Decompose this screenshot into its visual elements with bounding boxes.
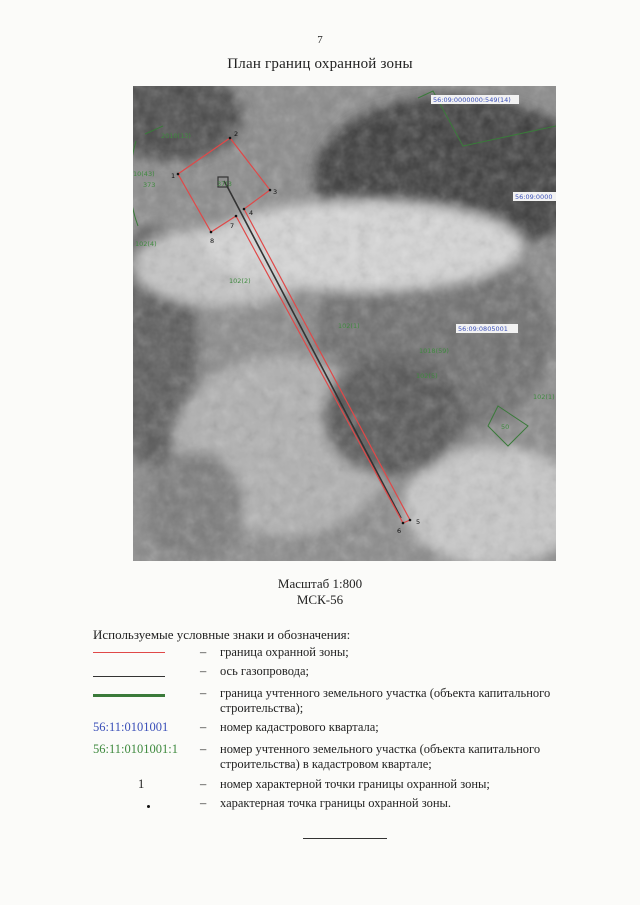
point-label: 2 [234,130,239,138]
legend-dash: – [200,645,207,659]
legend-dash: – [200,777,207,791]
closing-rule [303,838,387,839]
point-number-sample: 1 [138,777,145,791]
parcel-number: 2010(13) [161,132,191,140]
page-number: 7 [317,34,323,46]
legend-description: граница учтенного земельного участка (объекта капитального строительства); [220,686,551,715]
quarter-number: 56:09:0000 [515,193,553,201]
parcel-number: 102(1) [338,322,360,330]
parcel-border-symbol [93,694,165,697]
scale-text: Масштаб 1:800 [277,576,363,591]
quarter-number: 56:09:0805001 [458,325,508,333]
legend-dash: – [200,664,207,678]
parcel-number: 1018(59) [419,347,449,355]
legend-description: ось газопровода; [220,664,310,678]
legend-description: номер кадастрового квартала; [220,720,379,734]
point-label: 3 [273,188,278,196]
page-title: План границ охранной зоны [227,56,413,72]
parcel-number: 10(43) [133,170,155,178]
scale-block [0,576,640,608]
point-label: 7 [230,222,235,230]
parcel-number-sample: 56:11:0101001:1 [93,742,178,756]
point-label: 6 [397,527,402,535]
legend-dash: – [200,742,207,756]
parcel-number: 37(3 [217,180,232,188]
parcel-number: 102(5) [416,372,438,380]
point-label: 5 [416,518,421,526]
boundary-map [133,86,556,561]
pipeline-axis-symbol [93,676,165,677]
point-label: 4 [249,209,254,217]
zone-border-symbol [93,652,165,653]
point-label: 8 [210,237,215,245]
parcel-number: 102(1) [533,393,555,401]
quarter-number-sample: 56:11:0101001 [93,720,169,734]
coordinate-system: МСК-56 [296,592,344,607]
parcel-number: 102(2) [229,277,251,285]
point-label: 1 [171,172,176,180]
legend-dash: – [200,720,207,734]
legend-dash: – [200,686,207,700]
legend-title: Используемые условные знаки и обозначения: [93,627,351,642]
legend-description: характерная точка границы охранной зоны. [220,796,452,810]
quarter-number: 56:09:0000000:549(14) [433,96,511,104]
parcel-number: 373 [143,181,156,189]
legend-dash: – [200,796,207,810]
map-canvas [133,86,556,561]
legend-description: граница охранной зоны; [220,645,349,659]
parcel-number: 102(4) [135,240,157,248]
point-symbol [147,805,150,808]
parcel-number: 50 [501,423,510,431]
legend-description: номер учтенного земельного участка (объекта капитального строительства) в кадастровом квартале; [220,742,541,771]
legend-description: номер характерной точки границы охранной зоны; [220,777,490,791]
